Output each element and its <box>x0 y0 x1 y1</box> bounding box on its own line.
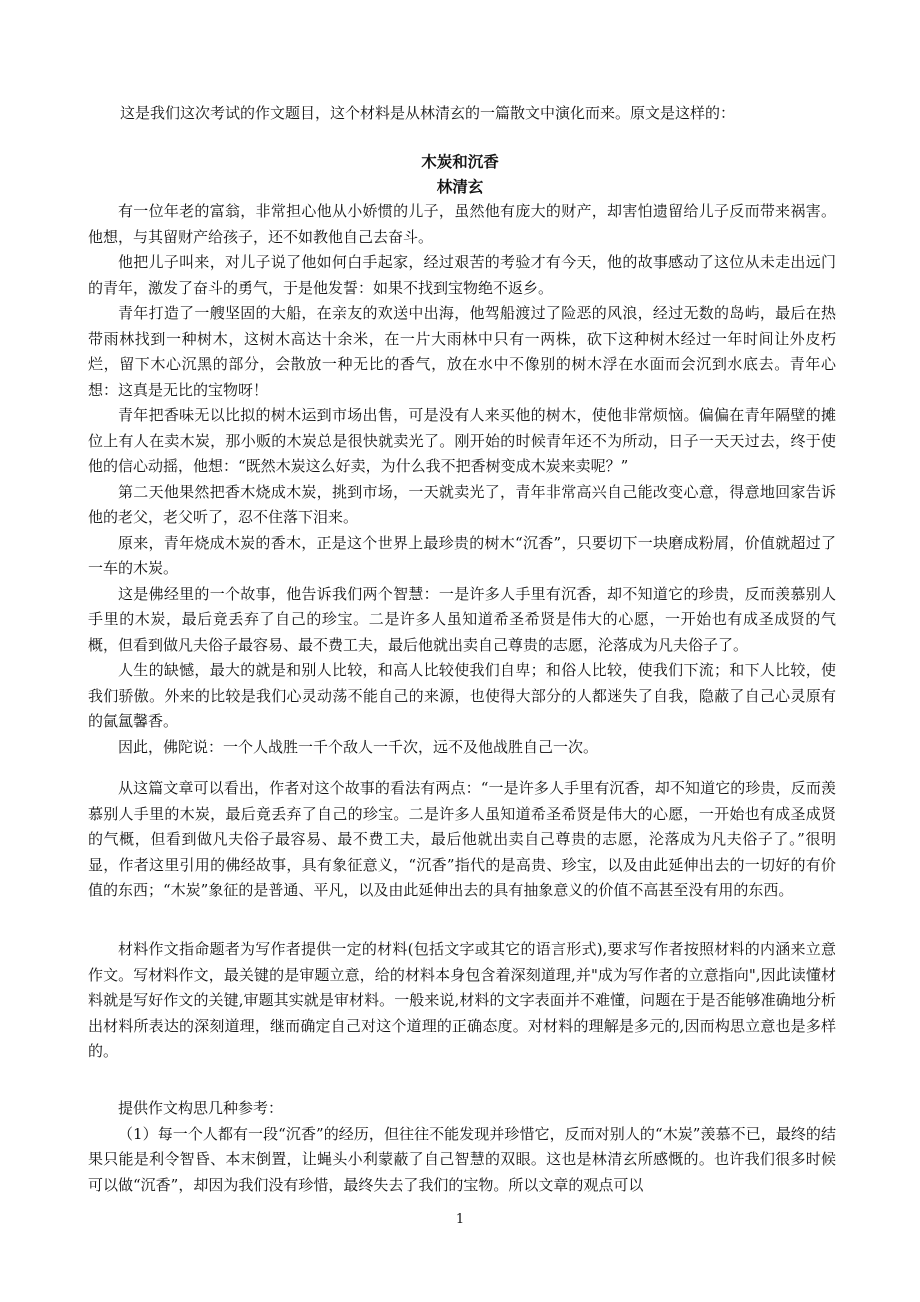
analysis-paragraph: 从这篇文章可以看出，作者对这个故事的看法有两点：“一是许多人手里有沉香，却不知道它的珍贵，反而羡慕别人手里的木炭，最后竟丢弃了自己的珍宝。二是许多人虽知道希圣希贤是伟大的心愿，一开始也有成圣成贤的气概，但看到做凡夫俗子最容易、最不费工夫，最后他就出卖自己尊贵的志愿，沦落成为凡夫俗子了。”很明显，作者这里引用的佛经故事，具有象征意义，“沉香”指代的是高贵、珍宝，以及由此延伸出去的一切好的有价值的东西；“木炭”象征的是普通、平凡，以及由此延伸出去的具有抽象意义的价值不高甚至没有用的东西。 <box>88 779 836 899</box>
essay-paragraph: 他把儿子叫来，对儿子说了他如何白手起家，经过艰苦的考验才有今天，他的故事感动了这位从未走出远门的青年，激发了奋斗的勇气，于是他发誓：如果不找到宝物绝不返乡。 <box>88 253 836 297</box>
page-number: 1 <box>455 1212 465 1227</box>
intro-paragraph: 这是我们这次考试的作文题目，这个材料是从林清玄的一篇散文中演化而来。原文是这样的： <box>120 104 736 122</box>
material-section <box>88 937 836 1065</box>
ideas-item-1: （1）每一个人都有一段“沉香”的经历，但往往不能发现并珍惜它，反而对别人的“木炭”羡慕不已，最终的结果只能是利令智昏、本末倒置，让蝇头小利蒙蔽了自己智慧的双眼。这也是林清玄所感慨的。也许我们很多时候可以做“沉香”，却因为我们没有珍惜，最终失去了我们的宝物。所以文章的观点可以 <box>88 1124 836 1194</box>
essay-paragraph: 原来，青年烧成木炭的香木，正是这个世界上最珍贵的树木“沉香”，只要切下一块磨成粉屑，价值就超过了一车的木炭。 <box>88 533 836 577</box>
essay-paragraph: 有一位年老的富翁，非常担心他从小娇惯的儿子，虽然他有庞大的财产，却害怕遗留给儿子反而带来祸害。他想，与其留财产给孩子，还不如教他自己去奋斗。 <box>88 202 836 246</box>
essay-body <box>88 199 836 760</box>
essay-title: 木炭和沉香 <box>421 153 499 171</box>
ideas-heading: 提供作文构思几种参考： <box>118 1099 284 1117</box>
essay-paragraph: 第二天他果然把香木烧成木炭，挑到市场，一天就卖光了，青年非常高兴自己能改变心意，得意地回家告诉他的老父，老父听了，忍不住落下泪来。 <box>88 482 836 526</box>
analysis-section <box>88 776 836 904</box>
material-paragraph: 材料作文指命题者为写作者提供一定的材料(包括文字或其它的语言形式),要求写作者按照材料的内涵来立意作文。写材料作文，最关键的是审题立意，给的材料本身包含着深刻道理,并"成为写作者的立意指向",因此读懂材料就是写好作文的关键,审题其实就是审材料。一般来说,材料的文字表面并不难懂，问题在于是否能够准确地分析出材料所表达的深刻道理，继而确定自己对这个道理的正确态度。对材料的理解是多元的,因而构思立意也是多样的。 <box>88 940 836 1060</box>
essay-paragraph: 青年打造了一艘坚固的大船，在亲友的欢送中出海，他驾船渡过了险恶的风浪，经过无数的岛屿，最后在热带雨林找到一种树木，这树木高达十余米，在一片大雨林中只有一两株，砍下这种树木经过一年时间让外皮朽烂，留下木心沉黑的部分，会散放一种无比的香气，放在水中不像别的树木浮在水面而会沉到水底去。青年心想：这真是无比的宝物呀！ <box>88 304 836 399</box>
essay-paragraph: 人生的缺憾，最大的就是和别人比较，和高人比较使我们自卑；和俗人比较，使我们下流；和下人比较，使我们骄傲。外来的比较是我们心灵动荡不能自己的来源，也使得大部分的人都迷失了自我，隐蔽了自己心灵原有的氤氲馨香。 <box>88 661 836 730</box>
essay-paragraph: 青年把香味无以比拟的树木运到市场出售，可是没有人来买他的树木，使他非常烦恼。偏偏在青年隔壁的摊位上有人在卖木炭，那小贩的木炭总是很快就卖光了。刚开始的时候青年还不为所动，日子一天天过去，终于使他的信心动摇，他想：“既然木炭这么好卖，为什么我不把香树变成木炭来卖呢？” <box>88 406 836 475</box>
essay-paragraph: 这是佛经里的一个故事，他告诉我们两个智慧：一是许多人手里有沉香，却不知道它的珍贵，反而羡慕别人手里的木炭，最后竟丢弃了自己的珍宝。二是许多人虽知道希圣希贤是伟大的心愿，一开始也有成圣成贤的气概，但看到做凡夫俗子最容易、最不费工夫，最后他就出卖自己尊贵的志愿，沦落成为凡夫俗子了。 <box>88 584 836 654</box>
essay-author: 林清玄 <box>436 178 484 196</box>
ideas-section <box>88 1096 836 1198</box>
essay-paragraph: 因此，佛陀说：一个人战胜一千个敌人一千次，远不及他战胜自己一次。 <box>118 737 599 756</box>
